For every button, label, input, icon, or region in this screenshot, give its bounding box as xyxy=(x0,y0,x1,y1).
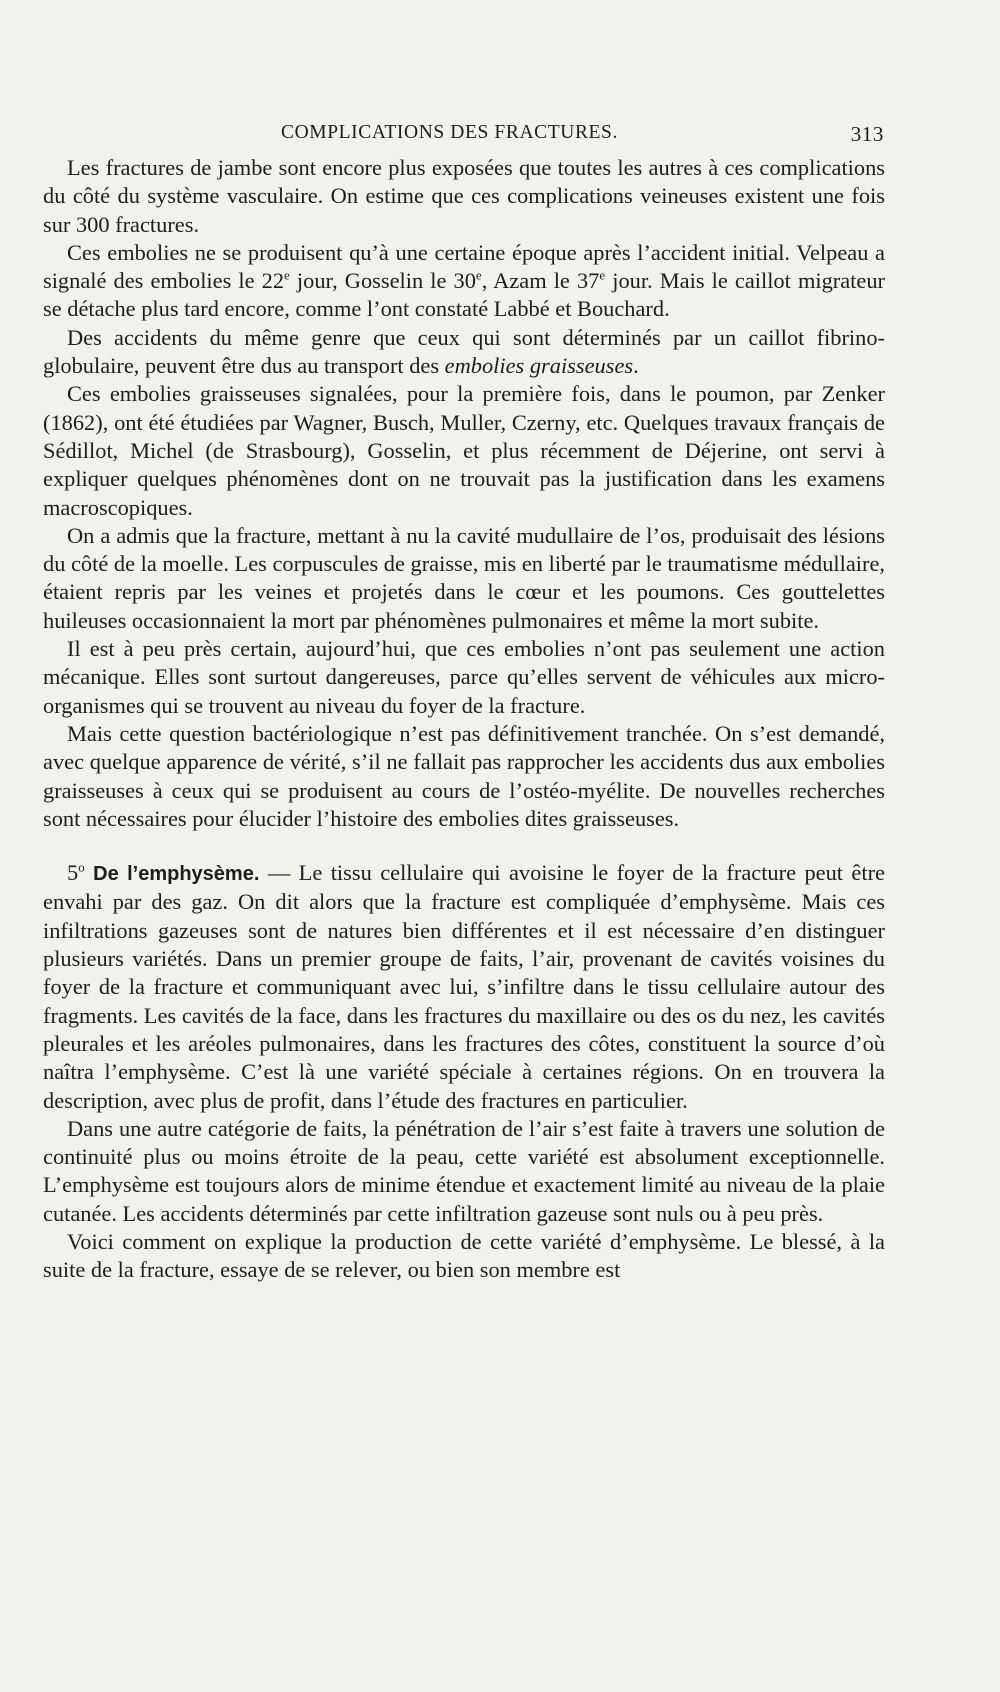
paragraph-10: Voici comment on explique la production de cette variété d’emphysème. Le blessé, à la suite de la fracture, essaye de se relever, ou bien son membre est xyxy=(43,1228,885,1283)
section-emphyseme: 5$^o$ De l’emphysème. — Le tissu cellulaire qui avoisine le foyer de la fracture peut être envahi par des gaz. On dit alors que la fracture est compliquée d’emphysème. Mais ces infiltrations gazeuses sont de natures bien différentes et il est nécessaire d’en distinguer plusieurs variétés. Dans un premier groupe de faits, l’air, provenant de cavités voisines du foyer de la fracture et communiquant avec lui, s’infiltre dans le tissu cellulaire autour des fragments. Les cavités de la face, dans les fractures du maxillaire ou des os du nez, les cavités pleurales et les aréoles pulmonaires, dans les fractures des côtes, constituent la source d’où naîtra l’emphysème. C’est là une variété spéciale à certaines régions. On en trouvera la description, avec plus de profit, dans l’étude des fractures en particulier. xyxy=(43,859,885,1113)
section-title: De l’emphysème. xyxy=(93,863,260,886)
paragraph-4: Ces embolies graisseuses signalées, pour la première fois, dans le poumon, par Zenker (1862), ont été étudiées par Wagner, Busch, Muller, Czerny, etc. Quelques travaux français de Sédillot, Michel (de Strasbourg), Gosselin, et plus récemment de Déjerine, ont servi à expliquer quelques phénomènes dont on ne trouvait pas la justification dans les examens macroscopiques. xyxy=(43,381,885,520)
paragraph-9: Dans une autre catégorie de faits, la pénétration de l’air s’est faite à travers une solution de continuité plus ou moins étroite de la peau, cette variété est absolument exceptionnelle. L’emphysème est toujours alors de minime étendue et exactement limité au niveau de la plaie cutanée. Les accidents déterminés par cette infiltration gazeuse sont nuls ou à peu près. xyxy=(43,1115,885,1226)
paragraph-6: Il est à peu près certain, aujourd’hui, que ces embolies n’ont pas seulement une action mécanique. Elles sont surtout dangereuses, parce qu’elles servent de véhicules aux micro-organismes qui se trouvent au niveau du foyer de la fracture. xyxy=(43,636,885,718)
section-text: Le tissu cellulaire qui avoisine le foyer de la fracture peut être envahi par des gaz. On dit alors que la fracture est compliquée d’emphysème. Mais ces infiltrations gazeuses sont de natures bien différentes et il est nécessaire d’en distinguer plusieurs variétés. Dans un premier groupe de faits, l’air, provenant de cavités voisines du foyer de la fracture et communiquant avec lui, s’infiltre dans le tissu cellulaire autour des fragments. Les cavités de la face, dans les fractures du maxillaire ou des os du nez, les cavités pleurales et les aréoles pulmonaires, dans les fractures des côtes, constituent la source d’où naîtra l’emphysème. C’est là une variété spéciale à certaines régions. On en trouvera la description, avec plus de profit, dans l’étude des fractures en particulier. xyxy=(43,860,885,1113)
section-number: 5 xyxy=(67,860,79,886)
body-text xyxy=(43,154,885,1285)
paragraph-2: Ces embolies ne se produisent qu’à une certaine époque après l’accident initial. Velpeau a signalé des embolies le 22e jour, Gosselin le 30e, Azam le 37e jour. Mais le caillot migrateur se détache plus tard encore, comme l’ont constaté Labbé et Bouchard. xyxy=(43,239,885,322)
page-number: 313 xyxy=(850,122,884,146)
paragraph-5: On a admis que la fracture, mettant à nu la cavité mudullaire de l’os, produisait des lésions du côté de la moelle. Les corpuscules de graisse, mis en liberté par le traumatisme médullaire, étaient repris par les veines et projetés dans le cœur et les poumons. Ces gouttelettes huileuses occasionnaient la mort par phénomènes pulmonaires et même la mort subite. xyxy=(43,522,885,633)
italic-term: embolies graisseuses xyxy=(444,353,634,379)
running-title: COMPLICATIONS DES FRACTURES. xyxy=(281,122,618,143)
running-header xyxy=(0,118,884,148)
paragraph-7: Mais cette question bactériologique n’est pas définitivement tranchée. On s’est demandé, avec quelque apparence de vérité, s’il ne fallait pas rapprocher les accidents dus aux embolies graisseuses à ceux qui se produisent au cours de l’ostéo-myélite. De nouvelles recherches sont nécessaires pour élucider l’histoire des embolies dites graisseuses. xyxy=(43,720,885,831)
paragraph-1: Les fractures de jambe sont encore plus exposées que toutes les autres à ces complications du côté du système vasculaire. On estime que ces complications veineuses existent une fois sur 300 fractures. xyxy=(43,155,885,237)
paragraph-3: Des accidents du même genre que ceux qui sont déterminés par un caillot fibrino-globulaire, peuvent être dus au transport des embolies graisseuses. xyxy=(43,324,885,379)
